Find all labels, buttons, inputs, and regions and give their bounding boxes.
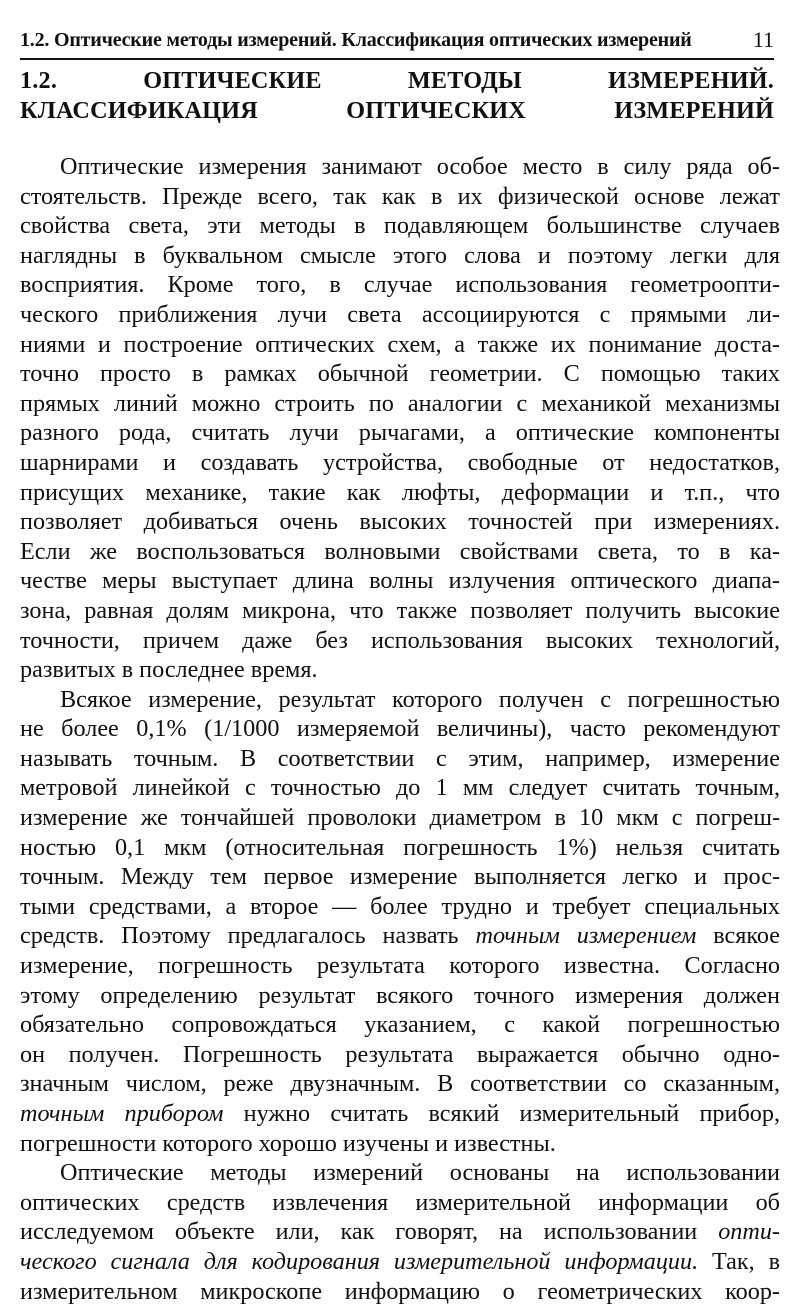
text-line: оптических средств извлечения измерительной информации об [20,1188,780,1216]
text-run: Так, в [698,1247,780,1275]
text-line: этому определению результат всякого точного измерения должен [20,981,780,1009]
text-line: присущих механике, такие как люфты, деформации и т.п., что [20,478,780,506]
text-line: Всякое измерение, результат которого получен с погрешностью [60,685,780,713]
text-run: нужно считать всякий измерительный прибор, [223,1100,780,1127]
text-run: средств. Поэтому предлагалось назвать [20,922,476,950]
text-line: стоятельств. Прежде всего, так как в их физической основе лежат [20,182,780,210]
running-head-title: 1.2. Оптические методы измерений. Классификация оптических измерений [20,29,692,51]
text-line: тыми средствами, а второе — более трудно и требует специальных [20,892,780,920]
text-run: исследуемом объекте или, как говорят, на использовании [20,1218,719,1246]
text-line: значным числом, реже двузначным. В соответствии со сказанным, [20,1070,780,1098]
text-line: развитых в последнее время. [20,656,318,684]
text-line: восприятия. Кроме того, в случае использования геометроопти- [20,271,780,299]
text-line: измерение, погрешность результата которого известна. Согласно [20,952,780,980]
italic-term-precise-measurement: точным измерением [475,922,697,950]
text-line: называть точным. В соответствии с этим, например, измерение [20,744,780,772]
page-number: 11 [752,27,774,52]
text-line: разного рода, считать лучи рычагами, а оптические компоненты [20,419,780,447]
text-line: наглядны в буквальном смысле этого слова и поэтому легки для [20,241,780,269]
text-line: метровой линейкой с точностью до 1 мм следует считать точным, [20,774,780,802]
text-line: шарнирами и создавать устройства, свободные от недостатков, [20,448,780,476]
text-run: всякое [696,922,780,950]
text-line: прямых линий можно строить по аналогии с механикой механизмы [20,389,780,417]
section-heading-line-2: КЛАССИФИКАЦИЯ ОПТИЧЕСКИХ ИЗМЕРЕНИЙ [20,96,774,124]
text-line [20,1247,780,1277]
running-head [20,22,774,58]
text-line: Оптические методы измерений основаны на использовании [60,1159,780,1187]
text-line: не более 0,1% (1/1000 измеряемой величины), часто рекомендуют [20,715,780,743]
text-line: свойства света, эти методы в подавляющем большинстве случаев [20,212,780,240]
text-line: измерительном микроскопе информацию о геометрических коор- [20,1277,780,1305]
text-line: ческого приближения лучи света ассоциируются с прямыми ли- [20,300,780,328]
text-line: Оптические измерения занимают особое место в силу ряда об- [60,153,780,180]
text-line: зона, равная долям микрона, что также позволяет получить высокие [20,596,780,624]
text-line: измерение же тончайшей проволоки диаметром в 10 мкм с погреш- [20,804,780,832]
text-line: Если же воспользоваться волновыми свойствами света, то в ка- [20,537,780,565]
text-line: точности, причем даже без использования высоких технологий, [20,626,780,654]
text-line: он получен. Погрешность результата выражается обычно одно- [20,1040,780,1068]
text-line: погрешности которого хорошо изучены и известны. [20,1129,556,1157]
text-line: ностью 0,1 мкм (относительная погрешность 1%) нельзя считать [20,833,780,861]
text-line: честве меры выступает длина волны излучения оптического диапа- [20,567,780,595]
text-line: точно просто в рамках обычной геометрии. С помощью таких [20,360,780,388]
text-line: обязательно сопровождаться указанием, с какой погрешностью [20,1011,780,1039]
text-line [20,921,780,951]
paragraph-3 [20,1158,780,1306]
text-line: точным. Между тем первое измерение выполняется легко и прос- [20,863,780,891]
body-text [20,152,780,1306]
section-heading [20,66,774,125]
header-rule [20,58,774,60]
section-heading-line-1: 1.2. ОПТИЧЕСКИЕ МЕТОДЫ ИЗМЕРЕНИЙ. [20,67,774,94]
italic-term-optical-signal-cont: ческого сигнала для кодирования измерительной информации. [20,1247,699,1275]
text-line: позволяет добиваться очень высоких точностей при измерениях. [20,508,780,536]
text-line: ниями и построение оптических схем, а также их понимание доста- [20,330,780,358]
italic-term-optical-signal: опти- [718,1218,780,1246]
text-line [20,1217,780,1247]
text-line [20,1099,780,1129]
paragraph-1 [20,152,780,685]
paragraph-2 [20,685,780,1159]
italic-term-precise-instrument: точным прибором [20,1100,224,1127]
